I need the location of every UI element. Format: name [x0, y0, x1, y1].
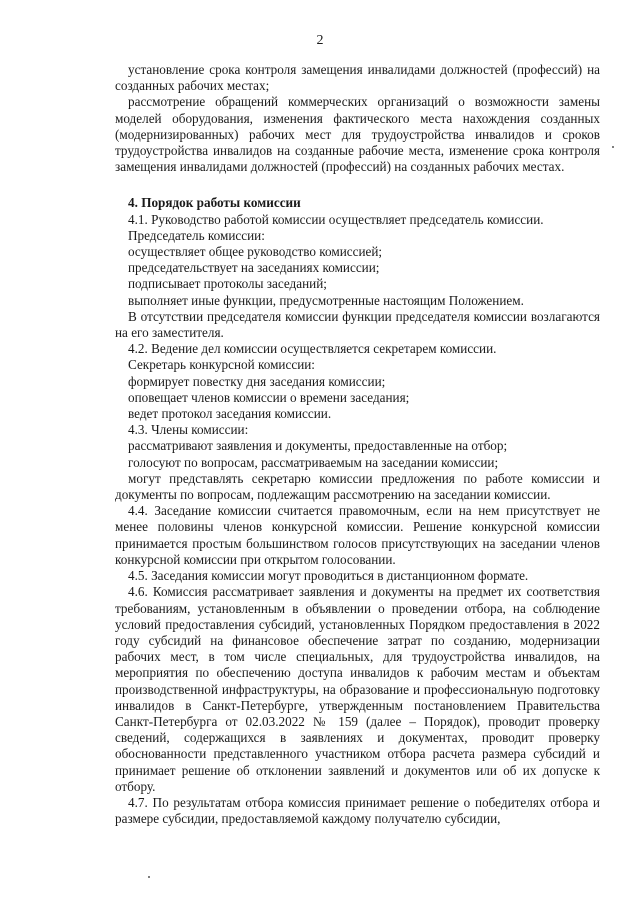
paragraph: оповещает членов комиссии о времени заседания;: [128, 389, 410, 405]
scan-speck: [148, 876, 150, 878]
paragraph: 4.1. Руководство работой комиссии осуществляет председатель комиссии.: [128, 211, 544, 227]
section-heading: 4. Порядок работы комиссии: [128, 195, 301, 211]
paragraph: Секретарь конкурсной комиссии:: [128, 357, 315, 373]
document-body: [115, 62, 600, 827]
paragraph: 4.7. По результатам отбора комиссия принимает решение о победителях отбора и размере субсидии, предоставляемой каждому получателю субсидии,: [115, 794, 600, 827]
paragraph: выполняет иные функции, предусмотренные настоящим Положением.: [128, 292, 524, 308]
paragraph: 4.6. Комиссия рассматривает заявления и документы на предмет их соответствия требованиям, установленным в объявлении о проведении отбора, на соблюдение условий предоставления субсидий, установленных Порядком предоставления в 2022 году субсидий на финансовое обеспечение затрат по созданию, модернизации рабочих мест, в том числе специальных, для трудоустройства инвалидов, на мероприятия по обеспечению доступа инвалидов к рабочим местам и объектам производственной инфраструктуры, на образование и профессиональную подготовку инвалидов в Санкт-Петербурге, утвержденным постановлением Правительства Санкт-Петербурга от 02.03.2022 № 159 (далее – Порядок), проводит проверку сведений, содержащихся в заявлениях и документах, проводит проверку обоснованности представленного участником отбора расчета размера субсидий и принимает решение об отклонении заявлений и документов или об их допуске к отбору.: [115, 584, 600, 794]
paragraph: могут представлять секретарю комиссии предложения по работе комиссии и документы по вопросам, подлежащим рассмотрению на заседании комиссии.: [115, 470, 600, 503]
scan-speck: [612, 146, 614, 148]
paragraph: голосуют по вопросам, рассматриваемым на заседании комиссии;: [128, 454, 499, 470]
paragraph: В отсутствии председателя комиссии функции председателя комиссии возлагаются на его заместителя.: [115, 308, 600, 341]
paragraph: формирует повестку дня заседания комиссии;: [128, 373, 386, 389]
page-number: 2: [316, 33, 324, 48]
paragraph: рассмотрение обращений коммерческих организаций о возможности замены моделей оборудования, изменения фактического места нахождения созданных (модернизированных) рабочих мест для трудоустройства инвалидов и сроков трудоустройства инвалидов на созданные рабочие места, изменение срока контроля замещения инвалидами должностей (профессий) на созданных рабочих местах.: [115, 94, 600, 175]
paragraph: подписывает протоколы заседаний;: [128, 276, 327, 292]
paragraph: 4.2. Ведение дел комиссии осуществляется секретарем комиссии.: [128, 341, 497, 357]
paragraph: установление срока контроля замещения инвалидами должностей (профессий) на созданных рабочих местах;: [115, 62, 600, 94]
paragraph: ведет протокол заседания комиссии.: [128, 406, 332, 422]
paragraph: рассматривают заявления и документы, предоставленные на отбор;: [128, 438, 508, 454]
paragraph: 4.5. Заседания комиссии могут проводиться в дистанционном формате.: [128, 568, 529, 584]
paragraph: 4.4. Заседание комиссии считается правомочным, если на нем присутствует не менее половины членов конкурсной комиссии. Решение конкурсной комиссии принимается простым большинством голосов присутствующих на заседании членов конкурсной комиссии при открытом голосовании.: [115, 503, 600, 567]
paragraph: Председатель комиссии:: [128, 227, 265, 243]
paragraph: 4.3. Члены комиссии:: [128, 422, 249, 438]
paragraph: председательствует на заседаниях комиссии;: [128, 260, 380, 276]
paragraph: осуществляет общее руководство комиссией;: [128, 244, 383, 260]
